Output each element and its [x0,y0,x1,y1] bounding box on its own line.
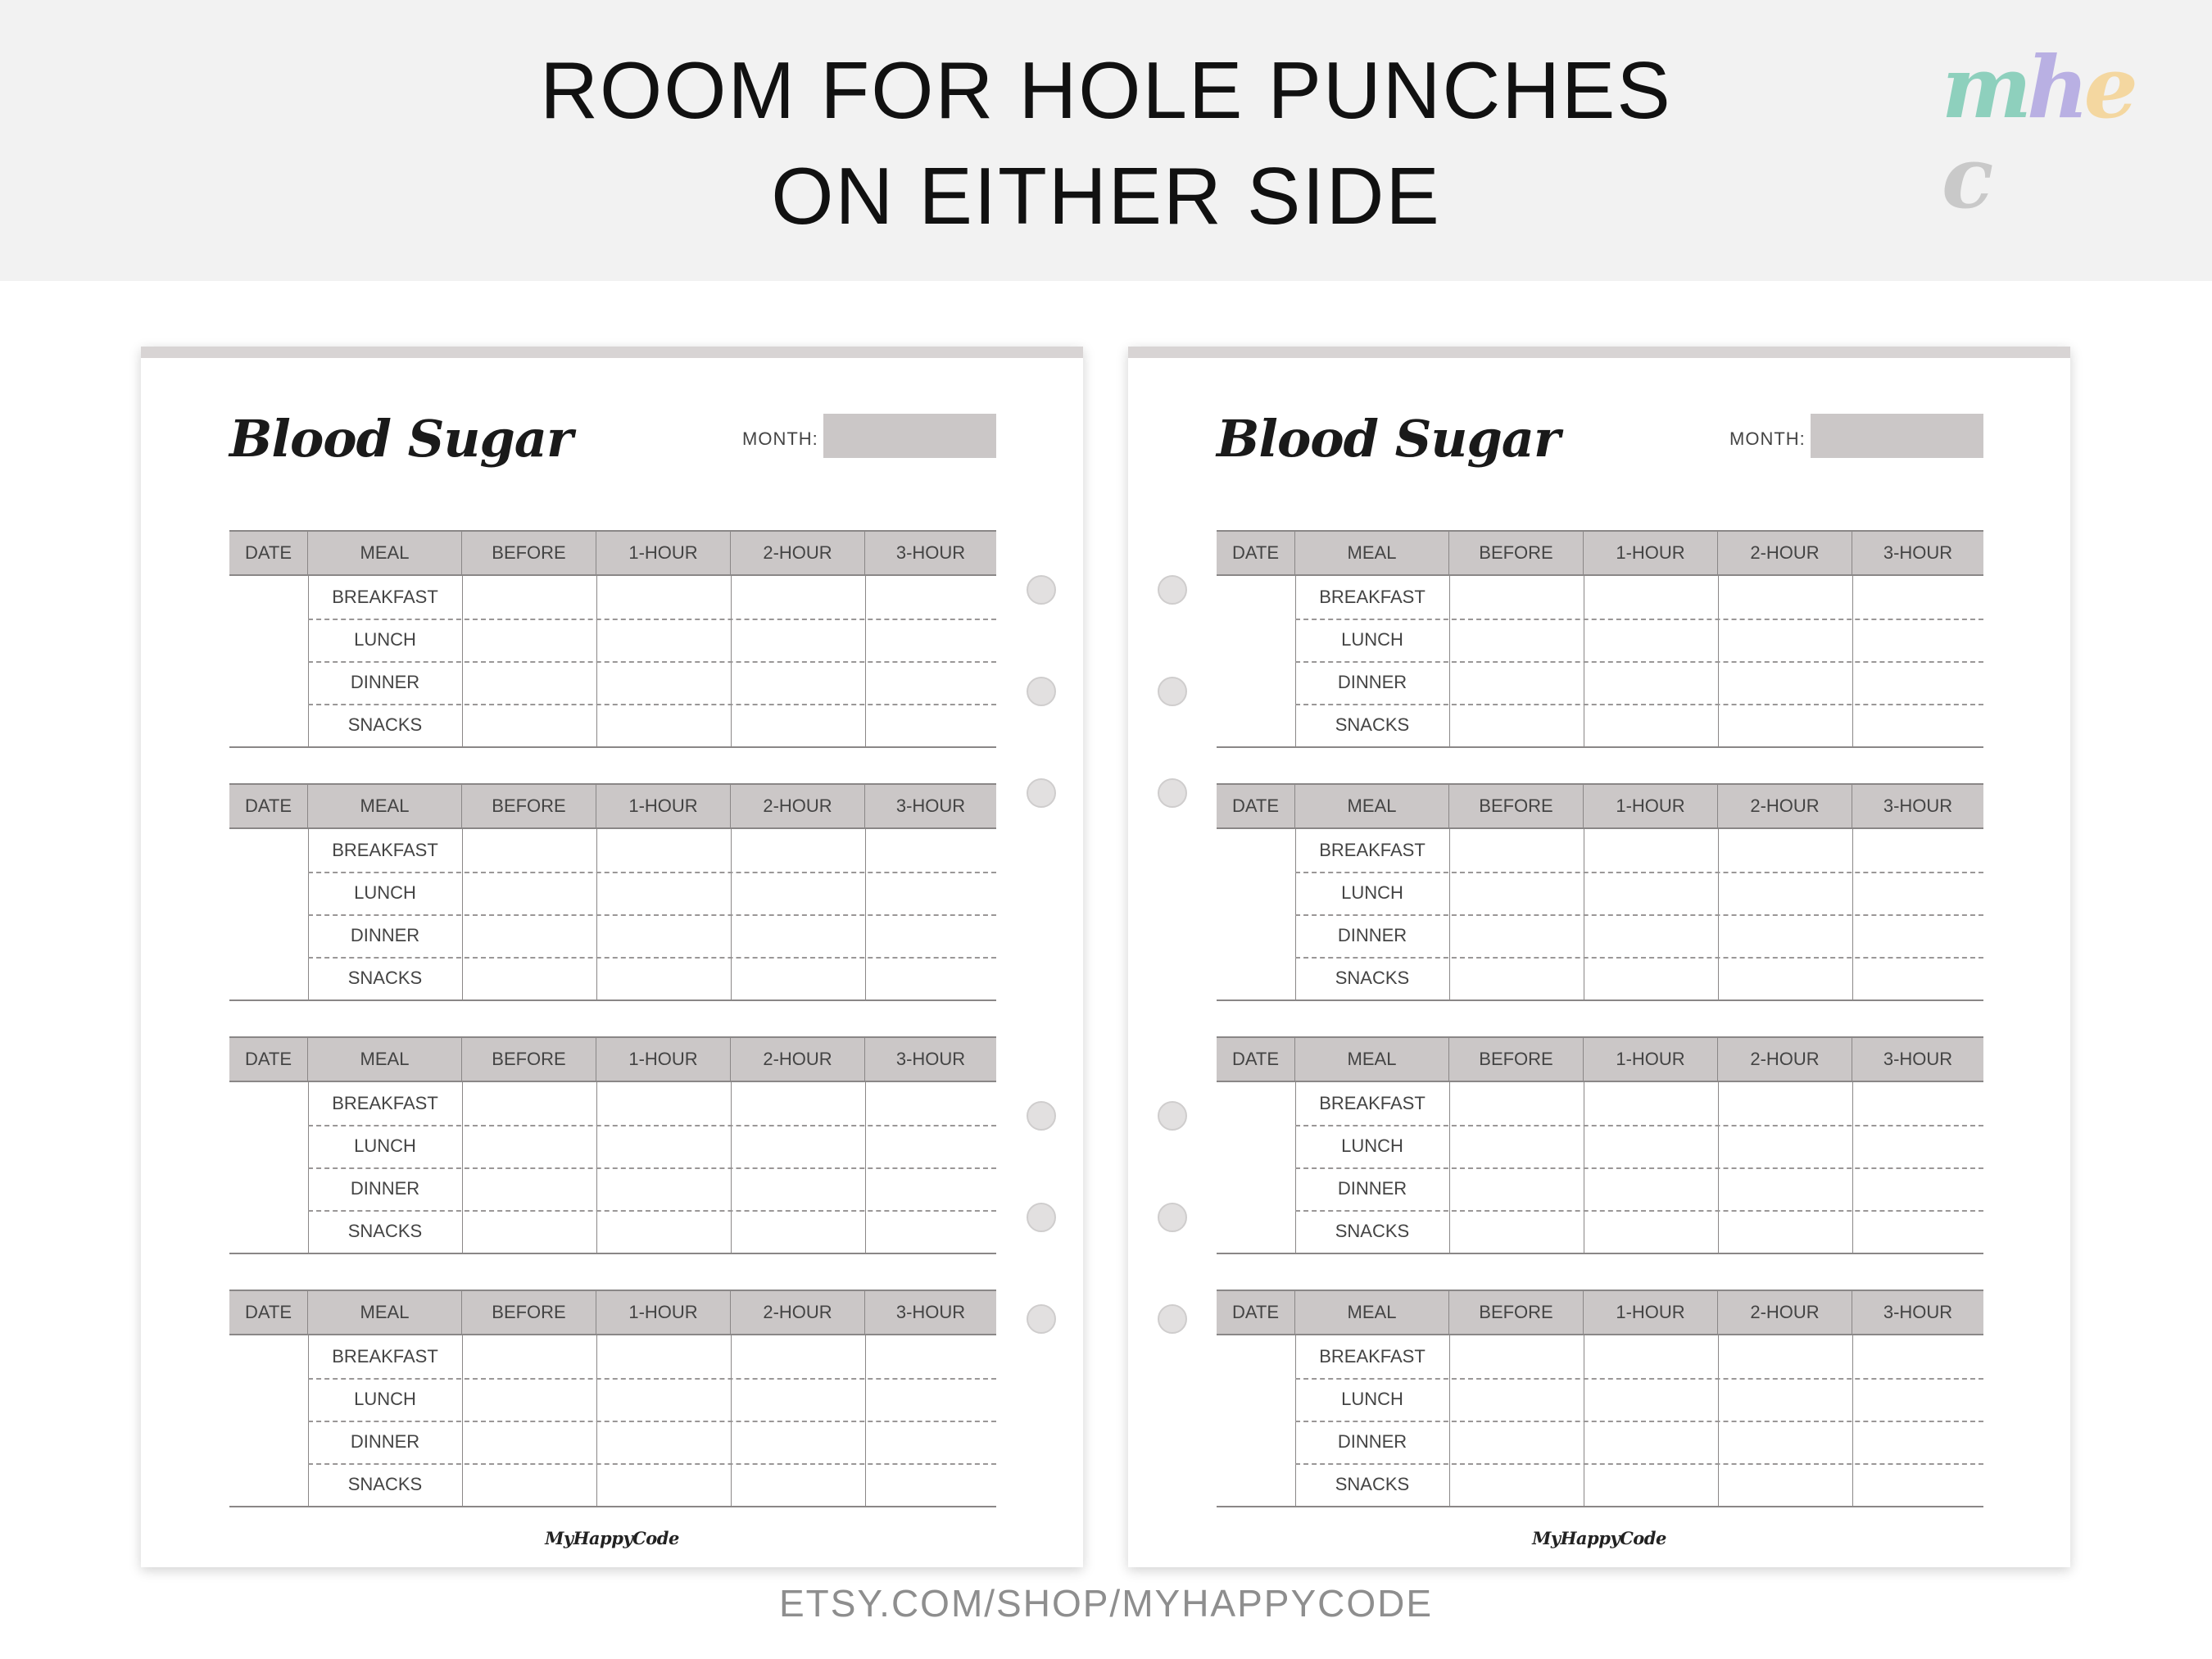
column-header: 1-HOUR [596,1038,731,1081]
page-title: Blood Sugar [229,409,573,469]
hole-punch [1027,1203,1056,1232]
column-header: BEFORE [1449,785,1584,827]
hole-punch [1027,1304,1056,1334]
column-header: MEAL [308,785,462,827]
meal-label: DINNER [1337,1431,1407,1452]
meal-label: DINNER [350,672,420,692]
column-header: MEAL [308,1291,462,1334]
meal-label: LUNCH [1341,1135,1403,1156]
table-header [229,783,996,829]
banner-line-2: ON EITHER SIDE [771,151,1441,241]
table-body[interactable] [229,1082,996,1254]
column-header: MEAL [1295,532,1449,574]
table-header [1217,783,1983,829]
table-body[interactable] [229,829,996,1001]
column-header: 3-HOUR [895,1049,966,1069]
log-table [1217,1036,1983,1254]
meal-label: SNACKS [347,714,423,735]
footer-brand: MyHappyCode [1532,1528,1666,1548]
column-header: DATE [1217,1038,1295,1081]
banner [0,0,2212,281]
column-header: DATE [1217,1291,1295,1334]
column-header: 3-HOUR [1883,1302,1953,1322]
meal-label: BREAKFAST [1319,1346,1426,1367]
month-label: MONTH: [742,428,818,449]
log-table [1217,530,1983,748]
column-header: 3-HOUR [895,1302,966,1322]
column-header: 1-HOUR [1584,532,1718,574]
logo-letter: m [1942,37,2028,138]
column-header: BEFORE [1449,532,1584,574]
table-body[interactable] [1217,1335,1983,1507]
table-body[interactable] [1217,576,1983,748]
column-header: 1-HOUR [1584,785,1718,827]
month-label: MONTH: [1729,428,1806,449]
meal-label: LUNCH [1341,882,1403,903]
meal-label: BREAKFAST [332,587,438,607]
column-header: BEFORE [462,532,596,574]
table-body[interactable] [229,576,996,748]
log-table [229,1036,996,1254]
column-header: DATE [229,532,308,574]
column-header: MEAL [1295,785,1449,827]
table-header [1217,1036,1983,1082]
log-table [229,530,996,748]
table-header [1217,1290,1983,1335]
column-header: 3-HOUR [1883,542,1953,563]
column-header: BEFORE [462,1291,596,1334]
meal-label: SNACKS [347,1474,423,1494]
column-header: DATE [229,1038,308,1081]
logo-letter: c [1942,127,1989,228]
column-header: 2-HOUR [731,1038,865,1081]
column-header: 3-HOUR [895,796,966,816]
column-header: MEAL [1295,1291,1449,1334]
meal-label: SNACKS [1335,1221,1410,1241]
hole-punch [1158,1304,1187,1334]
column-header: DATE [229,785,308,827]
column-header: 2-HOUR [731,532,865,574]
meal-label: BREAKFAST [332,1346,438,1367]
log-table [1217,1290,1983,1507]
table-header [229,1036,996,1082]
column-header: DATE [1217,532,1295,574]
meal-label: LUNCH [354,1135,416,1156]
column-header: DATE [1217,785,1295,827]
table-header [1217,530,1983,576]
hole-punch [1027,575,1056,605]
column-header: 2-HOUR [1718,532,1852,574]
hole-punch [1027,778,1056,808]
column-header: 2-HOUR [731,785,865,827]
hole-punch [1027,677,1056,706]
column-header: 1-HOUR [596,785,731,827]
table-header [229,530,996,576]
meal-label: DINNER [1337,925,1407,945]
column-header: 2-HOUR [1718,1291,1852,1334]
column-header: 1-HOUR [596,1291,731,1334]
column-header: 2-HOUR [731,1291,865,1334]
hole-punch [1158,1101,1187,1131]
footer-brand: MyHappyCode [545,1528,679,1548]
meal-label: LUNCH [1341,629,1403,650]
log-table [1217,783,1983,1001]
page-title: Blood Sugar [1217,409,1560,469]
meal-label: DINNER [1337,1178,1407,1199]
hole-punch [1027,1101,1056,1131]
meal-label: DINNER [350,925,420,945]
column-header: 2-HOUR [1718,1038,1852,1081]
log-table [229,1290,996,1507]
meal-label: SNACKS [1335,1474,1410,1494]
meal-label: SNACKS [1335,714,1410,735]
planner-page-left [141,347,1083,1567]
meal-label: LUNCH [1341,1389,1403,1409]
meal-label: BREAKFAST [1319,840,1426,860]
meal-label: BREAKFAST [1319,587,1426,607]
meal-label: SNACKS [1335,968,1410,988]
banner-line-1: ROOM FOR HOLE PUNCHES [540,45,1672,135]
hole-punch [1158,677,1187,706]
column-header: BEFORE [462,1038,596,1081]
column-header: 2-HOUR [1718,785,1852,827]
month-field[interactable] [1811,414,1983,458]
hole-punch [1158,778,1187,808]
meal-label: LUNCH [354,1389,416,1409]
meal-label: LUNCH [354,629,416,650]
month-field[interactable] [823,414,996,458]
hole-punch [1158,575,1187,605]
column-header: MEAL [308,532,462,574]
column-header: MEAL [1295,1038,1449,1081]
shop-url: ETSY.COM/SHOP/MYHAPPYCODE [778,1582,1434,1625]
column-header: 1-HOUR [1584,1291,1718,1334]
logo-letter: e [2083,37,2133,138]
meal-label: DINNER [350,1431,420,1452]
table-body[interactable] [229,1335,996,1507]
hole-punch [1158,1203,1187,1232]
meal-label: SNACKS [347,968,423,988]
meal-label: DINNER [1337,672,1407,692]
log-table [229,783,996,1001]
table-header [229,1290,996,1335]
logo-letter: h [2027,37,2084,138]
table-body[interactable] [1217,829,1983,1001]
column-header: 3-HOUR [895,542,966,563]
column-header: BEFORE [1449,1038,1584,1081]
column-header: MEAL [308,1038,462,1081]
brand-logo [1942,37,2163,228]
meal-label: BREAKFAST [1319,1093,1426,1113]
column-header: 3-HOUR [1883,796,1953,816]
table-body[interactable] [1217,1082,1983,1254]
meal-label: BREAKFAST [332,840,438,860]
meal-label: BREAKFAST [332,1093,438,1113]
planner-page-right [1128,347,2070,1567]
meal-label: DINNER [350,1178,420,1199]
meal-label: SNACKS [347,1221,423,1241]
column-header: BEFORE [1449,1291,1584,1334]
column-header: 3-HOUR [1883,1049,1953,1069]
meal-label: LUNCH [354,882,416,903]
column-header: 1-HOUR [596,532,731,574]
column-header: BEFORE [462,785,596,827]
column-header: 1-HOUR [1584,1038,1718,1081]
column-header: DATE [229,1291,308,1334]
